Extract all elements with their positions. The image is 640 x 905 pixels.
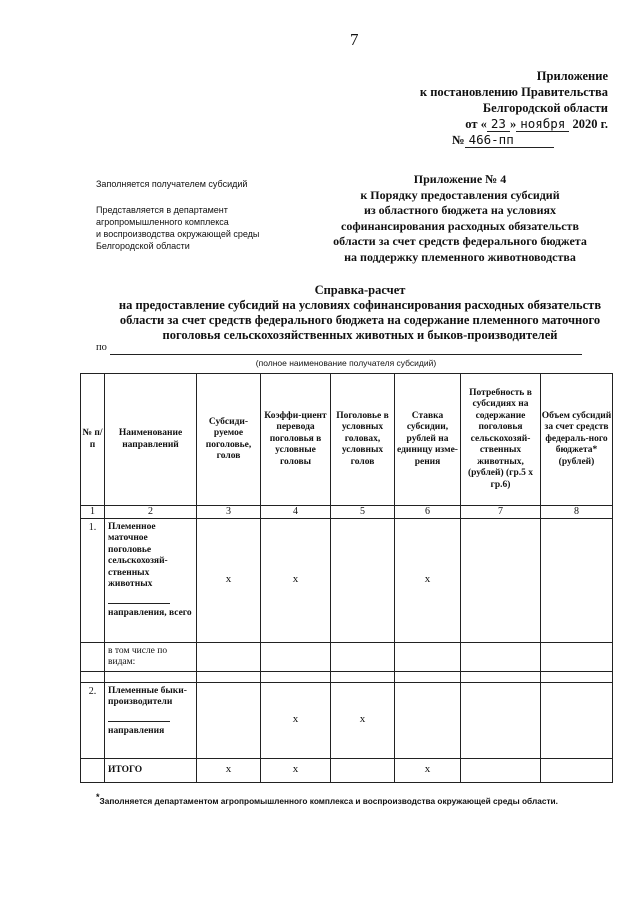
col-number: 3 — [197, 506, 261, 519]
title-line1: Справка-расчет — [314, 283, 406, 297]
page-number: 7 — [350, 30, 359, 49]
row1-input-line[interactable] — [108, 591, 170, 604]
total-col8[interactable] — [541, 758, 613, 782]
procedure-appendix — [300, 172, 620, 265]
column-number-row — [81, 506, 613, 519]
total-col4: x — [261, 758, 331, 782]
title-line3: области за счет средств федерального бюджета на содержание племенного маточного — [119, 313, 601, 327]
date-year: 2020 г. — [572, 117, 608, 131]
row1-name — [105, 518, 197, 642]
recipient-prefix: по — [96, 342, 107, 353]
total-col3: x — [197, 758, 261, 782]
sub-col5[interactable] — [331, 642, 395, 671]
row2-title: Племенные быки-производители — [108, 685, 187, 707]
table-row — [81, 682, 613, 758]
total-col5[interactable] — [331, 758, 395, 782]
appendix4-line1: Приложение № 4 — [413, 172, 507, 186]
appendix-date — [396, 116, 608, 132]
empty-cell[interactable] — [261, 671, 331, 682]
row1-col6: x — [395, 518, 461, 642]
document-title — [90, 283, 630, 343]
sub-col7[interactable] — [461, 642, 541, 671]
row1-col7[interactable] — [461, 518, 541, 642]
appendix-number — [396, 132, 608, 148]
row2-subtitle: направления — [108, 725, 165, 736]
government-resolution-appendix — [396, 68, 608, 148]
row1-col8[interactable] — [541, 518, 613, 642]
row2-col4: x — [261, 682, 331, 758]
row2-num: 2. — [81, 682, 105, 758]
empty-cell[interactable] — [331, 671, 395, 682]
sub-col3[interactable] — [197, 642, 261, 671]
header-col6: Ставка субсидии, рублей на единицу изме-рения — [395, 374, 461, 506]
appendix4-line2: к Порядку предоставления субсидий — [360, 187, 560, 202]
row1-col3: x — [197, 518, 261, 642]
table-row-total — [81, 758, 613, 782]
sub-name: в том числе по видам: — [105, 642, 197, 671]
col-number: 4 — [261, 506, 331, 519]
header-name: Наименование направлений — [105, 374, 197, 506]
total-num — [81, 758, 105, 782]
header-col3: Субсиди-руемое поголовье, голов — [197, 374, 261, 506]
date-day: 23 — [487, 116, 510, 132]
footnote-mark: * — [96, 792, 100, 802]
date-mid: » — [509, 117, 517, 131]
sub-col4[interactable] — [261, 642, 331, 671]
row2-col3[interactable] — [197, 682, 261, 758]
calculation-table — [80, 373, 613, 783]
footnote-text: Заполняется департаментом агропромышленного комплекса и воспроизводства окружающей среды области. — [99, 795, 558, 806]
table-header-row — [81, 374, 613, 506]
empty-cell[interactable] — [197, 671, 261, 682]
row2-col5: x — [331, 682, 395, 758]
header-col5: Поголовье в условных головах, условных голов — [331, 374, 395, 506]
row2-name — [105, 682, 197, 758]
sub-num — [81, 642, 105, 671]
date-prefix: от « — [465, 117, 487, 131]
header-col7: Потребность в субсидиях на содержание поголовья сельскохозяй-ственных животных, (рублей) (гр.5 х гр.6) — [461, 374, 541, 506]
appendix4-line5: области за счет средств федерального бюджета — [333, 234, 587, 248]
sub-col8[interactable] — [541, 642, 613, 671]
empty-cell[interactable] — [541, 671, 613, 682]
empty-cell[interactable] — [105, 671, 197, 682]
appendix-line3: Белгородской области — [482, 101, 608, 115]
title-line2: на предоставление субсидий на условиях софинансирования расходных обязательств — [118, 298, 602, 312]
submitted-line1: Представляется в департамент — [96, 205, 228, 215]
filled-by-note: Заполняется получателем субсидий — [96, 179, 248, 189]
col-number: 6 — [395, 506, 461, 519]
title-line4: поголовья сельскохозяйственных животных и быков-производителей — [162, 328, 558, 342]
total-col6: x — [395, 758, 461, 782]
header-col8: Объем субсидий за счет средств федераль-ного бюджета* (рублей) — [541, 374, 613, 506]
col-number: 1 — [81, 506, 105, 519]
total-col7[interactable] — [461, 758, 541, 782]
row1-title: Племенное маточное поголовье сельскохозяй-ственных животных — [108, 521, 168, 589]
total-name: ИТОГО — [105, 758, 197, 782]
col-number: 5 — [331, 506, 395, 519]
appendix-line1: Приложение — [536, 69, 608, 83]
header-col4: Коэффи-циент перевода поголовья в условные головы — [261, 374, 331, 506]
number-prefix: № — [452, 133, 465, 147]
number-value: 466-пп — [465, 132, 554, 148]
row2-col6[interactable] — [395, 682, 461, 758]
sub-col6[interactable] — [395, 642, 461, 671]
appendix4-line4: софинансирования расходных обязательств — [341, 218, 579, 233]
row1-col4: x — [261, 518, 331, 642]
empty-cell — [81, 671, 105, 682]
appendix-line2: к постановлению Правительства — [419, 85, 608, 99]
submitted-line3: и воспроизводства окружающей среды — [96, 229, 260, 239]
footnote — [96, 792, 596, 806]
row2-col8[interactable] — [541, 682, 613, 758]
table-row — [81, 518, 613, 642]
submitted-line4: Белгородской области — [96, 241, 190, 251]
recipient-caption: (полное наименование получателя субсидий) — [255, 358, 437, 368]
row2-input-line[interactable] — [108, 709, 170, 722]
row2-col7[interactable] — [461, 682, 541, 758]
table-row — [81, 642, 613, 671]
col-number: 8 — [541, 506, 613, 519]
col-number: 2 — [105, 506, 197, 519]
recipient-name-field[interactable] — [110, 354, 582, 355]
appendix4-line6: на поддержку племенного животноводства — [344, 249, 576, 264]
submitted-to-note — [96, 204, 259, 252]
header-num: № п/п — [81, 374, 105, 506]
table-row — [81, 671, 613, 682]
row1-col5[interactable] — [331, 518, 395, 642]
row1-subtitle: направления, всего — [108, 607, 192, 618]
empty-cell[interactable] — [461, 671, 541, 682]
empty-cell[interactable] — [395, 671, 461, 682]
col-number: 7 — [461, 506, 541, 519]
appendix4-line3: из областного бюджета на условиях — [363, 203, 557, 217]
row1-num: 1. — [81, 518, 105, 642]
date-month: ноября — [516, 116, 569, 132]
submitted-line2: агропромышленного комплекса — [96, 217, 229, 227]
